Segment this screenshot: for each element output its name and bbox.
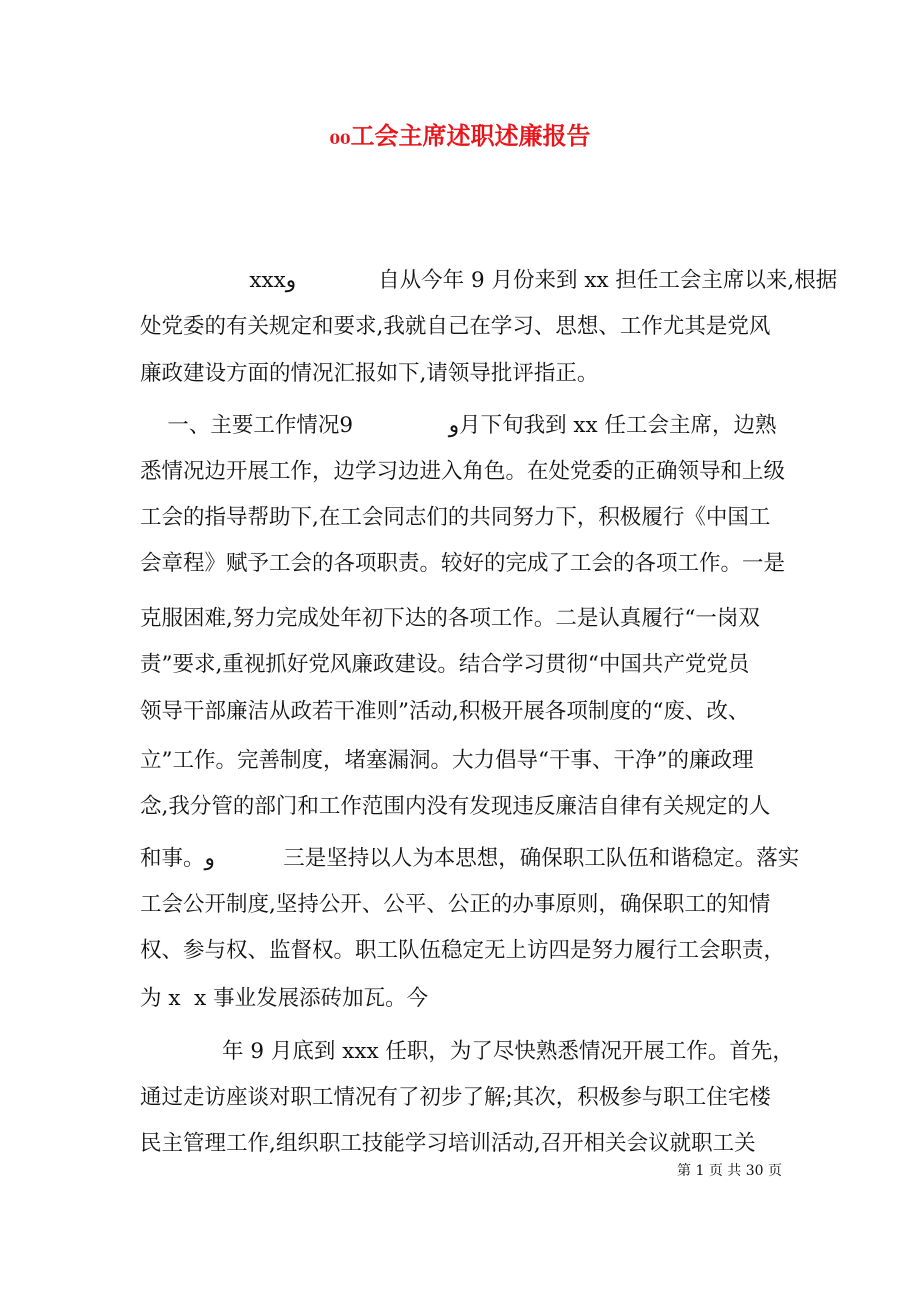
body-line: 会章程》赋予工会的各项职责。较好的完成了工会的各项工作。一是: [140, 551, 786, 576]
body-line: 廉政建设方面的情况汇报如下,请领导批评指正。: [140, 361, 599, 386]
body-line: 念,我分管的部门和工作范围内没有发现违反廉洁自律有关规定的人: [140, 794, 771, 819]
body-line: 工会公开制度,坚持公开、公平、公正的办事原则，确保职工的知情: [140, 892, 771, 917]
body-line: 责”要求,重视抓好党风廉政建设。结合学习贯彻“中国共产党党员: [140, 652, 750, 677]
body-line: xxxو 自从今年 9 月份来到 xx 担任工会主席以来,根据: [140, 268, 838, 293]
body-line: 工会的指导帮助下,在工会同志们的共同努力下，积极履行《中国工: [140, 505, 771, 530]
body-line: 克服困难,努力完成处年初下达的各项工作。二是认真履行“一岗双: [140, 606, 760, 631]
body-line: 年 9 月底到 xxx 任职，为了尽快熟悉情况开展工作。首先，: [140, 1039, 794, 1064]
body-line: 通过走访座谈对职工情况有了初步了解;其次，积极参与职工住宅楼: [140, 1085, 771, 1110]
document-title: ₀₀工会主席述职述廉报告: [329, 121, 591, 150]
body-line: 立”工作。完善制度，堵塞漏洞。大力倡导“干事、干净”的廉政理: [140, 748, 754, 773]
body-line: 权、参与权、监督权。职工队伍稳定无上访四是努力履行工会职责，: [140, 938, 786, 963]
body-line: 为 x x 事业发展添砖加瓦。今: [140, 986, 429, 1011]
body-line: 处党委的有关规定和要求,我就自己在学习、思想、工作尤其是党风: [140, 314, 771, 339]
body-line: 悉情况边开展工作，边学习边进入角色。在处党委的正确领导和上级: [140, 459, 786, 484]
body-line: 一、主要工作情况9 و月下旬我到 xx 任工会主席，边熟: [140, 413, 777, 438]
body-line: 领导干部廉洁从政若干准则”活动,积极开展各项制度的“废、改、: [140, 699, 750, 724]
body-line: 和事。و 三是坚持以人为本思想，确保职工队伍和谐稳定。落实: [140, 846, 800, 871]
body-line: 民主管理工作,组织职工技能学习培训活动,召开相关会议就职工关: [140, 1131, 756, 1156]
page-footer: 第 1 页 共 30 页: [677, 1163, 782, 1179]
